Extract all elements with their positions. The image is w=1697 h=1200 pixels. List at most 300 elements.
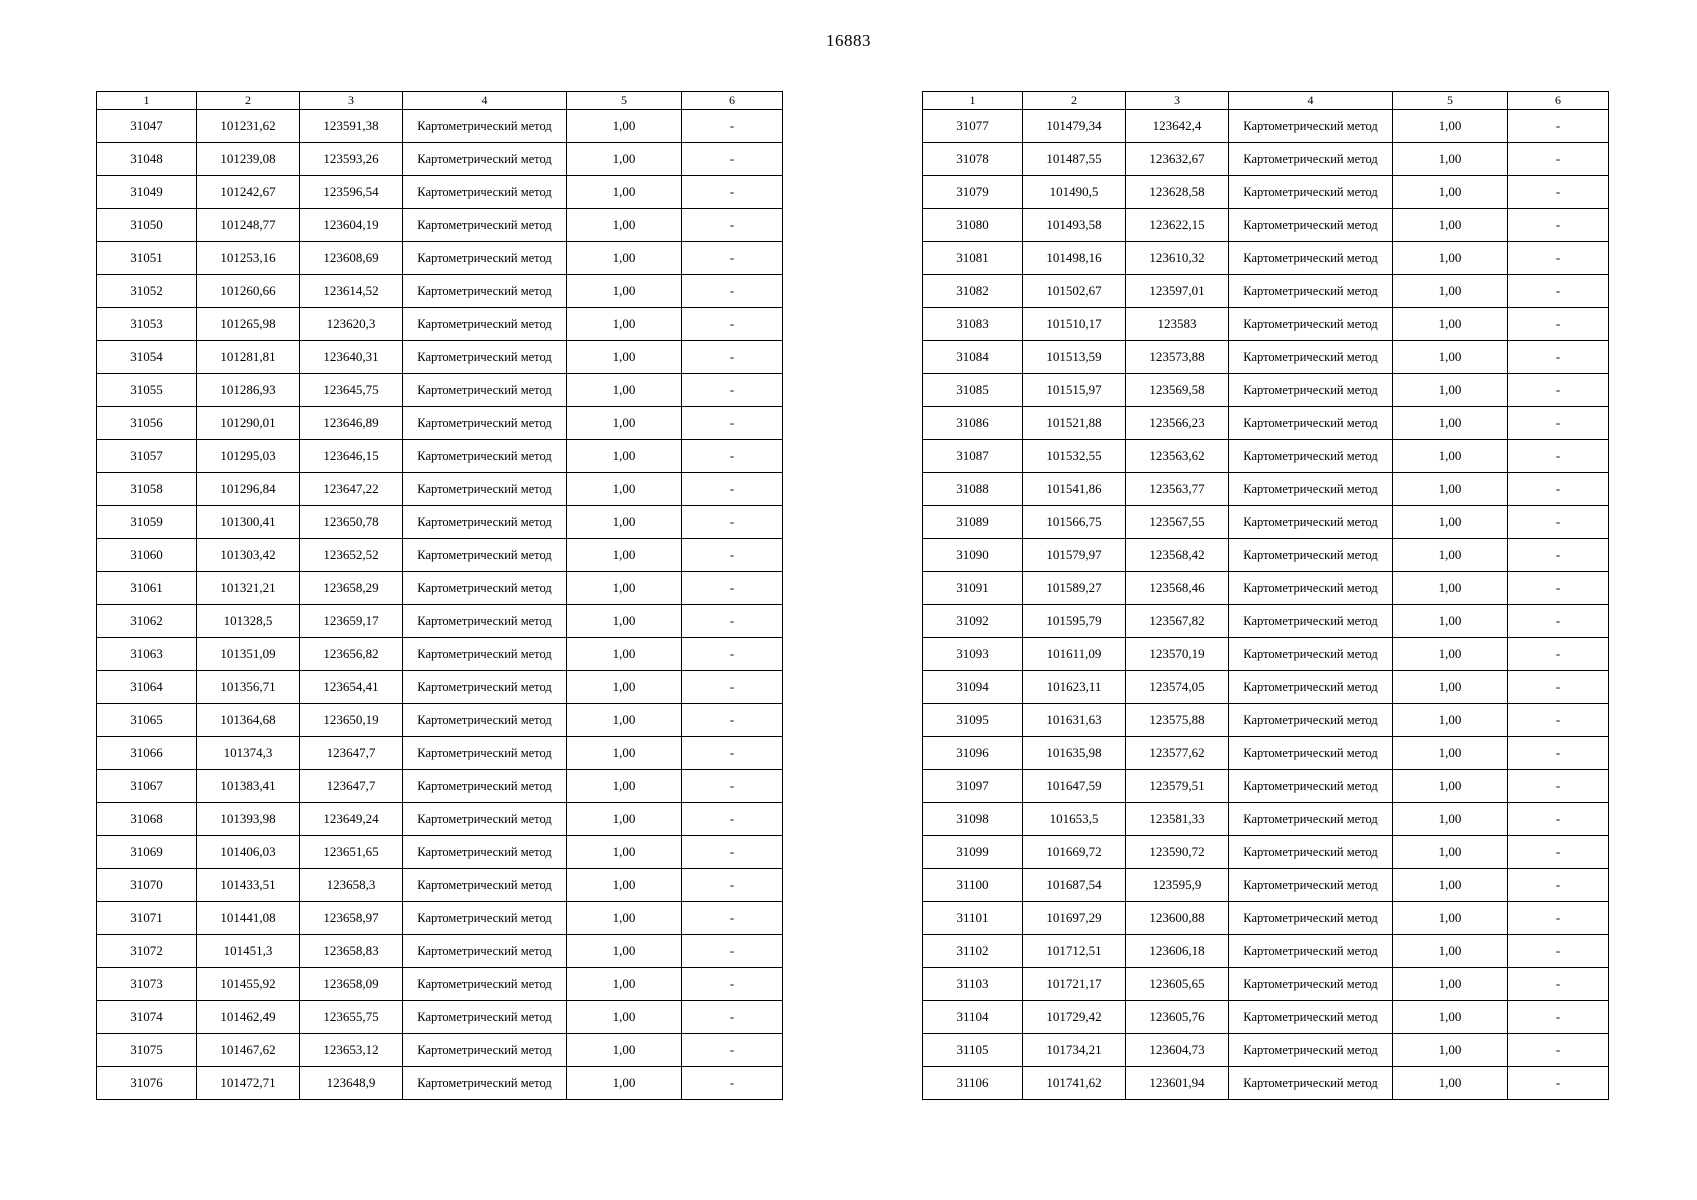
method-cell: Картометрический метод [403,968,567,1001]
x-coordinate-cell: 101433,51 [197,869,300,902]
accuracy-cell: 1,00 [567,605,682,638]
point-number-cell: 31098 [923,803,1023,836]
method-cell: Картометрический метод [403,176,567,209]
method-cell: Картометрический метод [1229,935,1393,968]
description-cell: - [1508,605,1609,638]
description-cell: - [682,308,783,341]
y-coordinate-cell: 123608,69 [300,242,403,275]
x-coordinate-cell: 101653,5 [1023,803,1126,836]
table-row [97,440,783,473]
x-coordinate-cell: 101351,09 [197,638,300,671]
accuracy-cell: 1,00 [1393,836,1508,869]
x-coordinate-cell: 101393,98 [197,803,300,836]
table-row [97,110,783,143]
description-cell: - [1508,572,1609,605]
point-number-cell: 31093 [923,638,1023,671]
table-row [97,803,783,836]
point-number-cell: 31094 [923,671,1023,704]
point-number-cell: 31091 [923,572,1023,605]
table-row [97,506,783,539]
method-cell: Картометрический метод [403,1034,567,1067]
accuracy-cell: 1,00 [567,1001,682,1034]
x-coordinate-cell: 101248,77 [197,209,300,242]
method-cell: Картометрический метод [1229,209,1393,242]
y-coordinate-cell: 123647,7 [300,770,403,803]
point-number-cell: 31064 [97,671,197,704]
x-coordinate-cell: 101472,71 [197,1067,300,1100]
y-coordinate-cell: 123563,62 [1126,440,1229,473]
point-number-cell: 31097 [923,770,1023,803]
column-header: 5 [567,92,682,110]
table-row [97,209,783,242]
description-cell: - [682,935,783,968]
accuracy-cell: 1,00 [1393,374,1508,407]
y-coordinate-cell: 123649,24 [300,803,403,836]
method-cell: Картометрический метод [403,539,567,572]
description-cell: - [1508,407,1609,440]
y-coordinate-cell: 123567,82 [1126,605,1229,638]
x-coordinate-cell: 101295,03 [197,440,300,473]
point-number-cell: 31099 [923,836,1023,869]
column-header: 3 [300,92,403,110]
y-coordinate-cell: 123632,67 [1126,143,1229,176]
table-row [923,605,1609,638]
point-number-cell: 31072 [97,935,197,968]
x-coordinate-cell: 101490,5 [1023,176,1126,209]
y-coordinate-cell: 123579,51 [1126,770,1229,803]
table-row [923,869,1609,902]
point-number-cell: 31052 [97,275,197,308]
description-cell: - [1508,1034,1609,1067]
coordinates-table-left [96,91,783,1100]
method-cell: Картометрический метод [403,275,567,308]
accuracy-cell: 1,00 [1393,473,1508,506]
method-cell: Картометрический метод [1229,1067,1393,1100]
point-number-cell: 31062 [97,605,197,638]
description-cell: - [1508,704,1609,737]
y-coordinate-cell: 123622,15 [1126,209,1229,242]
description-cell: - [682,737,783,770]
method-cell: Картометрический метод [403,770,567,803]
description-cell: - [682,572,783,605]
y-coordinate-cell: 123581,33 [1126,803,1229,836]
point-number-cell: 31092 [923,605,1023,638]
accuracy-cell: 1,00 [567,968,682,1001]
point-number-cell: 31081 [923,242,1023,275]
description-cell: - [1508,440,1609,473]
table-row [97,242,783,275]
table-row [97,737,783,770]
accuracy-cell: 1,00 [567,539,682,572]
x-coordinate-cell: 101383,41 [197,770,300,803]
table-row [97,968,783,1001]
method-cell: Картометрический метод [403,836,567,869]
table-row [97,935,783,968]
description-cell: - [682,671,783,704]
x-coordinate-cell: 101566,75 [1023,506,1126,539]
x-coordinate-cell: 101296,84 [197,473,300,506]
description-cell: - [1508,143,1609,176]
y-coordinate-cell: 123652,52 [300,539,403,572]
table-row [923,1001,1609,1034]
x-coordinate-cell: 101281,81 [197,341,300,374]
accuracy-cell: 1,00 [567,110,682,143]
method-cell: Картометрический метод [1229,836,1393,869]
y-coordinate-cell: 123647,7 [300,737,403,770]
x-coordinate-cell: 101721,17 [1023,968,1126,1001]
method-cell: Картометрический метод [1229,539,1393,572]
point-number-cell: 31071 [97,902,197,935]
point-number-cell: 31053 [97,308,197,341]
x-coordinate-cell: 101631,63 [1023,704,1126,737]
description-cell: - [682,869,783,902]
method-cell: Картометрический метод [1229,341,1393,374]
description-cell: - [682,440,783,473]
point-number-cell: 31060 [97,539,197,572]
point-number-cell: 31088 [923,473,1023,506]
point-number-cell: 31102 [923,935,1023,968]
description-cell: - [1508,803,1609,836]
y-coordinate-cell: 123577,62 [1126,737,1229,770]
accuracy-cell: 1,00 [567,638,682,671]
y-coordinate-cell: 123604,73 [1126,1034,1229,1067]
description-cell: - [682,374,783,407]
table-row [97,341,783,374]
x-coordinate-cell: 101513,59 [1023,341,1126,374]
y-coordinate-cell: 123658,29 [300,572,403,605]
point-number-cell: 31065 [97,704,197,737]
x-coordinate-cell: 101510,17 [1023,308,1126,341]
x-coordinate-cell: 101712,51 [1023,935,1126,968]
column-header: 1 [923,92,1023,110]
point-number-cell: 31101 [923,902,1023,935]
table-row [923,209,1609,242]
table-row [97,572,783,605]
accuracy-cell: 1,00 [567,242,682,275]
description-cell: - [682,1034,783,1067]
accuracy-cell: 1,00 [567,407,682,440]
table-row [923,671,1609,704]
point-number-cell: 31050 [97,209,197,242]
point-number-cell: 31057 [97,440,197,473]
method-cell: Картометрический метод [403,935,567,968]
accuracy-cell: 1,00 [1393,1034,1508,1067]
point-number-cell: 31063 [97,638,197,671]
y-coordinate-cell: 123610,32 [1126,242,1229,275]
description-cell: - [682,1067,783,1100]
x-coordinate-cell: 101441,08 [197,902,300,935]
x-coordinate-cell: 101697,29 [1023,902,1126,935]
accuracy-cell: 1,00 [1393,242,1508,275]
accuracy-cell: 1,00 [567,737,682,770]
x-coordinate-cell: 101669,72 [1023,836,1126,869]
description-cell: - [1508,176,1609,209]
x-coordinate-cell: 101579,97 [1023,539,1126,572]
table-row [923,473,1609,506]
x-coordinate-cell: 101364,68 [197,704,300,737]
description-cell: - [1508,308,1609,341]
point-number-cell: 31085 [923,374,1023,407]
column-header: 2 [1023,92,1126,110]
table-row [923,539,1609,572]
table-row [923,737,1609,770]
method-cell: Картометрический метод [403,209,567,242]
description-cell: - [682,539,783,572]
x-coordinate-cell: 101406,03 [197,836,300,869]
x-coordinate-cell: 101303,42 [197,539,300,572]
table-row [923,341,1609,374]
table-row [923,308,1609,341]
table-row [97,1034,783,1067]
column-header: 4 [403,92,567,110]
method-cell: Картометрический метод [403,143,567,176]
table-row [97,275,783,308]
column-header: 3 [1126,92,1229,110]
point-number-cell: 31075 [97,1034,197,1067]
y-coordinate-cell: 123600,88 [1126,902,1229,935]
accuracy-cell: 1,00 [567,308,682,341]
description-cell: - [682,275,783,308]
description-cell: - [1508,902,1609,935]
method-cell: Картометрический метод [403,1067,567,1100]
table-row [97,473,783,506]
point-number-cell: 31103 [923,968,1023,1001]
description-cell: - [1508,374,1609,407]
description-cell: - [1508,638,1609,671]
method-cell: Картометрический метод [403,308,567,341]
accuracy-cell: 1,00 [567,341,682,374]
accuracy-cell: 1,00 [1393,407,1508,440]
description-cell: - [682,770,783,803]
accuracy-cell: 1,00 [1393,209,1508,242]
description-cell: - [1508,968,1609,1001]
point-number-cell: 31048 [97,143,197,176]
x-coordinate-cell: 101356,71 [197,671,300,704]
method-cell: Картометрический метод [1229,869,1393,902]
point-number-cell: 31084 [923,341,1023,374]
point-number-cell: 31087 [923,440,1023,473]
y-coordinate-cell: 123606,18 [1126,935,1229,968]
x-coordinate-cell: 101462,49 [197,1001,300,1034]
method-cell: Картометрический метод [1229,572,1393,605]
x-coordinate-cell: 101498,16 [1023,242,1126,275]
method-cell: Картометрический метод [403,605,567,638]
accuracy-cell: 1,00 [1393,671,1508,704]
x-coordinate-cell: 101374,3 [197,737,300,770]
accuracy-cell: 1,00 [1393,704,1508,737]
description-cell: - [682,242,783,275]
x-coordinate-cell: 101532,55 [1023,440,1126,473]
point-number-cell: 31055 [97,374,197,407]
x-coordinate-cell: 101729,42 [1023,1001,1126,1034]
y-coordinate-cell: 123597,01 [1126,275,1229,308]
y-coordinate-cell: 123604,19 [300,209,403,242]
x-coordinate-cell: 101611,09 [1023,638,1126,671]
description-cell: - [1508,242,1609,275]
accuracy-cell: 1,00 [1393,506,1508,539]
y-coordinate-cell: 123656,82 [300,638,403,671]
accuracy-cell: 1,00 [567,869,682,902]
x-coordinate-cell: 101595,79 [1023,605,1126,638]
accuracy-cell: 1,00 [567,836,682,869]
description-cell: - [682,407,783,440]
accuracy-cell: 1,00 [567,374,682,407]
table-row [923,1034,1609,1067]
point-number-cell: 31074 [97,1001,197,1034]
method-cell: Картометрический метод [403,440,567,473]
table-row [923,968,1609,1001]
point-number-cell: 31106 [923,1067,1023,1100]
description-cell: - [1508,209,1609,242]
description-cell: - [1508,473,1609,506]
x-coordinate-cell: 101242,67 [197,176,300,209]
method-cell: Картометрический метод [1229,110,1393,143]
table-row [97,407,783,440]
point-number-cell: 31047 [97,110,197,143]
x-coordinate-cell: 101286,93 [197,374,300,407]
method-cell: Картометрический метод [1229,440,1393,473]
column-header: 6 [682,92,783,110]
point-number-cell: 31083 [923,308,1023,341]
x-coordinate-cell: 101515,97 [1023,374,1126,407]
x-coordinate-cell: 101647,59 [1023,770,1126,803]
accuracy-cell: 1,00 [567,803,682,836]
column-header: 2 [197,92,300,110]
y-coordinate-cell: 123654,41 [300,671,403,704]
y-coordinate-cell: 123658,83 [300,935,403,968]
description-cell: - [682,341,783,374]
method-cell: Картометрический метод [1229,308,1393,341]
point-number-cell: 31105 [923,1034,1023,1067]
y-coordinate-cell: 123605,76 [1126,1001,1229,1034]
accuracy-cell: 1,00 [567,704,682,737]
x-coordinate-cell: 101741,62 [1023,1067,1126,1100]
y-coordinate-cell: 123646,15 [300,440,403,473]
method-cell: Картометрический метод [1229,1034,1393,1067]
x-coordinate-cell: 101260,66 [197,275,300,308]
y-coordinate-cell: 123653,12 [300,1034,403,1067]
point-number-cell: 31086 [923,407,1023,440]
x-coordinate-cell: 101300,41 [197,506,300,539]
description-cell: - [682,473,783,506]
point-number-cell: 31051 [97,242,197,275]
y-coordinate-cell: 123645,75 [300,374,403,407]
method-cell: Картометрический метод [403,506,567,539]
accuracy-cell: 1,00 [1393,902,1508,935]
method-cell: Картометрический метод [403,737,567,770]
column-header: 4 [1229,92,1393,110]
y-coordinate-cell: 123648,9 [300,1067,403,1100]
x-coordinate-cell: 101265,98 [197,308,300,341]
description-cell: - [682,605,783,638]
description-cell: - [682,110,783,143]
accuracy-cell: 1,00 [1393,539,1508,572]
method-cell: Картометрический метод [1229,374,1393,407]
y-coordinate-cell: 123640,31 [300,341,403,374]
x-coordinate-cell: 101451,3 [197,935,300,968]
method-cell: Картометрический метод [1229,473,1393,506]
y-coordinate-cell: 123570,19 [1126,638,1229,671]
table-row [923,638,1609,671]
table-row [97,1001,783,1034]
method-cell: Картометрический метод [1229,671,1393,704]
method-cell: Картометрический метод [403,638,567,671]
method-cell: Картометрический метод [403,341,567,374]
description-cell: - [1508,935,1609,968]
accuracy-cell: 1,00 [1393,143,1508,176]
x-coordinate-cell: 101734,21 [1023,1034,1126,1067]
point-number-cell: 31082 [923,275,1023,308]
point-number-cell: 31054 [97,341,197,374]
point-number-cell: 31104 [923,1001,1023,1034]
table-row [923,407,1609,440]
accuracy-cell: 1,00 [567,902,682,935]
table-row [97,308,783,341]
y-coordinate-cell: 123569,58 [1126,374,1229,407]
y-coordinate-cell: 123574,05 [1126,671,1229,704]
point-number-cell: 31056 [97,407,197,440]
method-cell: Картометрический метод [403,110,567,143]
table-row [923,374,1609,407]
table-row [97,869,783,902]
x-coordinate-cell: 101541,86 [1023,473,1126,506]
description-cell: - [682,803,783,836]
x-coordinate-cell: 101635,98 [1023,737,1126,770]
description-cell: - [1508,1001,1609,1034]
page-number: 16883 [826,31,871,50]
method-cell: Картометрический метод [1229,902,1393,935]
method-cell: Картометрический метод [403,374,567,407]
point-number-cell: 31066 [97,737,197,770]
method-cell: Картометрический метод [403,473,567,506]
description-cell: - [1508,770,1609,803]
x-coordinate-cell: 101253,16 [197,242,300,275]
table-row [923,506,1609,539]
accuracy-cell: 1,00 [1393,968,1508,1001]
table-row [97,143,783,176]
table-row [923,1067,1609,1100]
method-cell: Картометрический метод [403,407,567,440]
method-cell: Картометрический метод [1229,176,1393,209]
point-number-cell: 31073 [97,968,197,1001]
y-coordinate-cell: 123658,3 [300,869,403,902]
y-coordinate-cell: 123650,78 [300,506,403,539]
description-cell: - [1508,341,1609,374]
accuracy-cell: 1,00 [1393,869,1508,902]
point-number-cell: 31080 [923,209,1023,242]
table-row [97,176,783,209]
description-cell: - [1508,110,1609,143]
table-row [923,275,1609,308]
x-coordinate-cell: 101687,54 [1023,869,1126,902]
accuracy-cell: 1,00 [567,671,682,704]
point-number-cell: 31058 [97,473,197,506]
method-cell: Картометрический метод [403,704,567,737]
y-coordinate-cell: 123568,42 [1126,539,1229,572]
y-coordinate-cell: 123601,94 [1126,1067,1229,1100]
y-coordinate-cell: 123658,09 [300,968,403,1001]
description-cell: - [682,209,783,242]
accuracy-cell: 1,00 [567,176,682,209]
method-cell: Картометрический метод [1229,770,1393,803]
accuracy-cell: 1,00 [567,473,682,506]
point-number-cell: 31070 [97,869,197,902]
y-coordinate-cell: 123646,89 [300,407,403,440]
x-coordinate-cell: 101502,67 [1023,275,1126,308]
y-coordinate-cell: 123593,26 [300,143,403,176]
method-cell: Картометрический метод [1229,737,1393,770]
point-number-cell: 31078 [923,143,1023,176]
